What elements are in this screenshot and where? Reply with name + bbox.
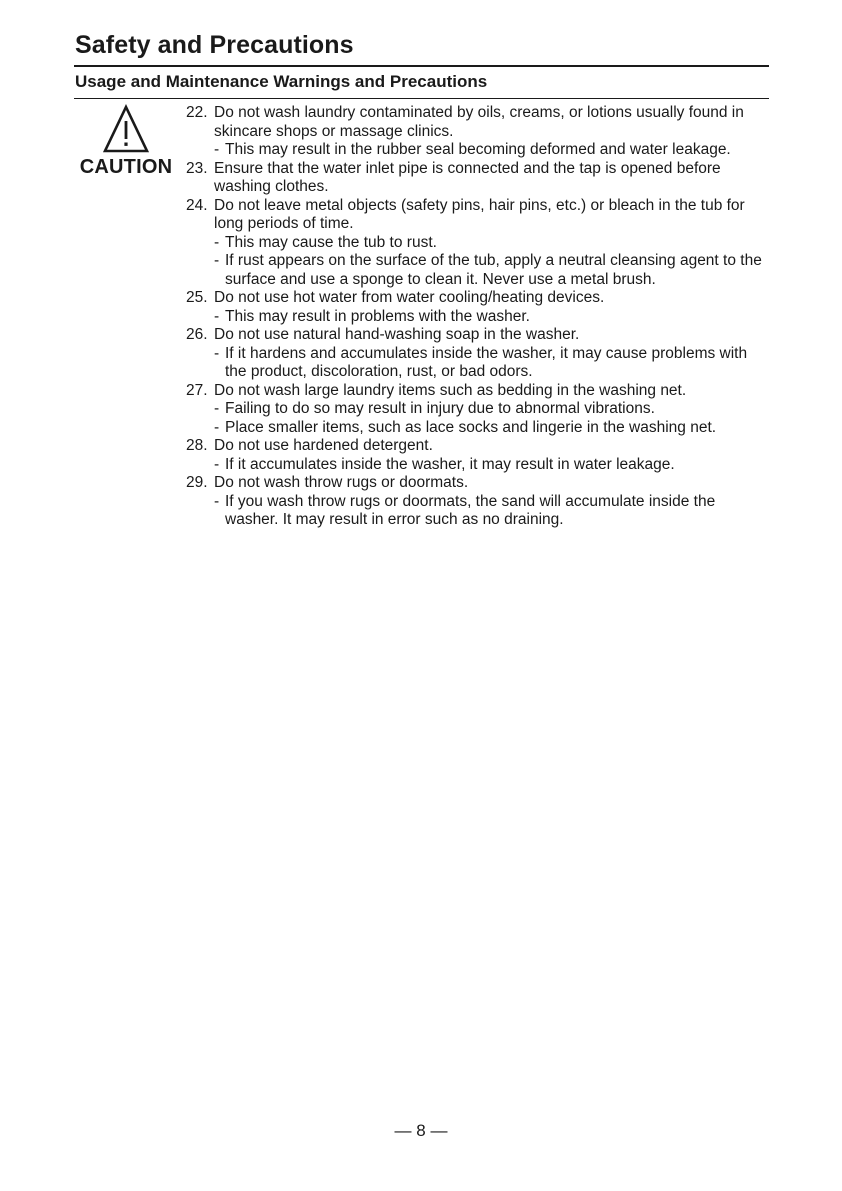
sub-item — [214, 493, 772, 530]
sub-item — [214, 234, 772, 253]
item-number: 25. — [186, 289, 208, 306]
dash-bullet: - — [214, 344, 220, 362]
dash-bullet: - — [214, 418, 220, 436]
list-item — [186, 197, 772, 290]
sub-item — [214, 345, 772, 382]
warning-triangle-icon — [102, 104, 150, 154]
item-number: 22. — [186, 104, 208, 121]
item-number: 24. — [186, 196, 208, 214]
sub-list — [214, 308, 772, 327]
precautions-list — [186, 104, 772, 530]
title-divider — [74, 65, 769, 67]
section-title: Usage and Maintenance Warnings and Precautions — [75, 72, 488, 91]
sub-item — [214, 419, 772, 438]
item-number: 28. — [186, 437, 208, 454]
dash-bullet: - — [214, 233, 220, 251]
caution-label: CAUTION — [79, 156, 173, 178]
sub-item — [214, 456, 772, 475]
list-item — [186, 382, 772, 438]
page-number: — 8 — — [394, 1121, 448, 1140]
dash-bullet: - — [214, 400, 220, 417]
list-item — [186, 104, 772, 160]
sub-item-text: If rust appears on the surface of the tub, apply a neutral cleansing agent to the surface and use a sponge to clean it. Never use a metal brush. — [225, 252, 762, 288]
item-text: Do not wash large laundry items such as bedding in the washing net. — [214, 381, 687, 399]
item-text: Do not wash laundry contaminated by oils, creams, or lotions usually found in skincare shops or massage clinics. — [214, 104, 744, 140]
item-text: Do not use hardened detergent. — [214, 437, 433, 454]
list-item — [186, 326, 772, 382]
item-text: Do not leave metal objects (safety pins, hair pins, etc.) or bleach in the tub for long periods of time. — [214, 196, 745, 232]
dash-bullet: - — [214, 141, 220, 158]
sub-list — [214, 493, 772, 530]
sub-item-text: This may cause the tub to rust. — [225, 233, 437, 251]
item-number: 23. — [186, 159, 208, 177]
sub-list — [214, 456, 772, 475]
sub-item — [214, 400, 772, 419]
sub-item-text: This may result in problems with the washer. — [225, 307, 530, 325]
dash-bullet: - — [214, 492, 220, 510]
item-text: Do not wash throw rugs or doormats. — [214, 474, 469, 491]
dash-bullet: - — [214, 455, 220, 473]
sub-item — [214, 308, 772, 327]
item-text: Do not use natural hand-washing soap in the washer. — [214, 326, 580, 343]
sub-list — [214, 141, 772, 160]
sub-item-text: If it accumulates inside the washer, it may result in water leakage. — [225, 455, 675, 473]
sub-item — [214, 252, 772, 289]
list-item — [186, 437, 772, 474]
sub-item-text: If you wash throw rugs or doormats, the sand will accumulate inside the washer. It may result in error such as no draining. — [225, 492, 716, 528]
list-item — [186, 160, 772, 197]
sub-item-text: Failing to do so may result in injury due to abnormal vibrations. — [225, 400, 655, 417]
sub-list — [214, 400, 772, 437]
dash-bullet: - — [214, 252, 220, 269]
sub-item-text: If it hardens and accumulates inside the washer, it may cause problems with the product, discoloration, rust, or bad odors. — [225, 344, 748, 380]
caution-block — [74, 104, 178, 179]
list-item — [186, 289, 772, 326]
item-number: 26. — [186, 326, 208, 343]
sub-list — [214, 345, 772, 382]
item-text: Ensure that the water inlet pipe is connected and the tap is opened before washing clothes. — [214, 159, 721, 195]
item-number: 29. — [186, 474, 208, 491]
sub-item-text: This may result in the rubber seal becoming deformed and water leakage. — [225, 141, 731, 158]
sub-list — [214, 234, 772, 290]
item-number: 27. — [186, 381, 208, 399]
item-text: Do not use hot water from water cooling/heating devices. — [214, 289, 605, 306]
sub-item — [214, 141, 772, 160]
dash-bullet: - — [214, 307, 220, 325]
page-title: Safety and Precautions — [75, 31, 354, 59]
section-divider — [74, 98, 769, 99]
sub-item-text: Place smaller items, such as lace socks and lingerie in the washing net. — [225, 418, 717, 436]
list-item — [186, 474, 772, 530]
